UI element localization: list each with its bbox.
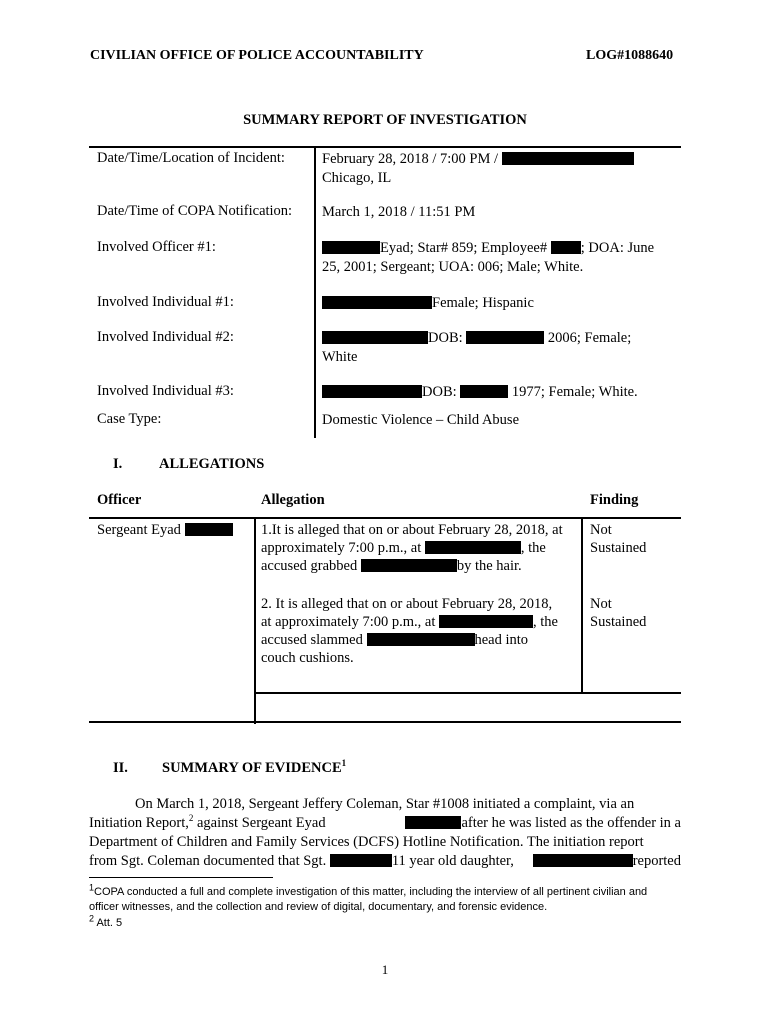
redaction: [502, 152, 634, 165]
paragraph-text: 11 year old daughter,: [391, 853, 514, 869]
col-allegation-header: Allegation: [261, 492, 325, 508]
notification-label: Date/Time of COPA Notification:: [97, 203, 293, 219]
individual-2-value: [322, 329, 652, 367]
header-office: CIVILIAN OFFICE OF POLICE ACCOUNTABILITY: [90, 48, 424, 63]
finding-1: [590, 521, 646, 557]
footnote-ref: 2: [188, 813, 194, 824]
redaction: [322, 385, 422, 398]
case-type-label: Case Type:: [97, 411, 162, 427]
allegation-2-text: 2. It is alleged that on or about February 28, 2018,: [261, 596, 553, 612]
allegations-divider-2: [581, 517, 583, 694]
redaction: [322, 241, 380, 254]
individual-3-text: DOB:: [422, 384, 457, 400]
allegation-2: [261, 595, 579, 667]
footnote-1: [89, 882, 689, 915]
allegation-2-text: couch cushions.: [261, 650, 354, 666]
officer-value: [322, 239, 672, 277]
officer-value-part: ; DOA: June: [580, 240, 655, 256]
allegations-header-rule: [89, 517, 681, 519]
individual-2-text: DOB:: [428, 330, 463, 346]
incident-city: Chicago, IL: [322, 170, 392, 186]
evidence-section-number: II.: [113, 760, 128, 776]
allegation-1: [261, 521, 579, 575]
paragraph-line: [89, 814, 681, 833]
paragraph-line: On March 1, 2018, Sergeant Jeffery Coleman, Star #1008 initiated a complaint, via an: [135, 796, 635, 812]
individual-2-text: 2006; Female;: [547, 330, 632, 346]
footnote-number: 2: [89, 913, 95, 924]
allegations-bottom-rule: [89, 721, 681, 723]
redaction: [367, 633, 475, 646]
report-title: SUMMARY REPORT OF INVESTIGATION: [243, 112, 527, 128]
officer-value-part: 25, 2001; Sergeant; UOA: 006; Male; White.: [322, 259, 584, 275]
footnote-separator: [89, 877, 273, 878]
individual-3-text: 1977; Female; White.: [511, 384, 638, 400]
allegations-section-number: I.: [113, 456, 123, 472]
redaction: [551, 241, 581, 254]
finding-2: [590, 595, 646, 631]
redaction: [405, 816, 461, 829]
redaction: [361, 559, 457, 572]
incident-date: February 28, 2018 / 7:00 PM /: [322, 151, 499, 167]
individual-2-text: White: [322, 349, 358, 365]
redaction: [425, 541, 521, 554]
paragraph-text: Initiation Report,: [89, 815, 189, 831]
officer-cell: [97, 521, 233, 539]
footnote-text: Att. 5: [96, 917, 123, 929]
paragraph-text: reported: [632, 853, 681, 869]
finding-2-text: Sustained: [590, 614, 647, 630]
footnote-text: COPA conducted a full and complete investigation of this matter, including the interview of all pertinent civilian and: [94, 886, 648, 898]
incident-label: Date/Time/Location of Incident:: [97, 150, 285, 166]
header-log-number: LOG#1088640: [586, 48, 674, 63]
individual-2-label: Involved Individual #2:: [97, 329, 234, 345]
redaction: [533, 854, 633, 867]
allegation-2-text: accused slammed: [261, 632, 363, 648]
paragraph-text: against Sergeant Eyad: [193, 815, 326, 831]
redaction: [322, 331, 428, 344]
evidence-paragraph: [89, 795, 681, 871]
individual-1-text: Female; Hispanic: [432, 295, 534, 311]
allegation-1-text: by the hair.: [456, 558, 522, 574]
paragraph-text: after he was listed as the offender in a: [461, 815, 681, 831]
col-officer-header: Officer: [97, 492, 142, 508]
redaction: [466, 331, 544, 344]
officer-name: Sergeant Eyad: [97, 522, 181, 538]
redaction: [330, 854, 392, 867]
notification-value: March 1, 2018 / 11:51 PM: [322, 204, 476, 220]
incident-value: [322, 150, 652, 188]
allegation-1-text: , the: [520, 540, 546, 556]
info-divider: [314, 146, 316, 438]
officer-label: Involved Officer #1:: [97, 239, 216, 255]
redaction: [322, 296, 432, 309]
allegation-2-text: head into: [474, 632, 529, 648]
redaction: [185, 523, 233, 536]
page-number: 1: [381, 962, 389, 977]
individual-3-label: Involved Individual #3:: [97, 383, 234, 399]
paragraph-line: Department of Children and Family Services (DCFS) Hotline Notification. The initiation report: [89, 834, 644, 850]
col-finding-header: Finding: [590, 492, 639, 508]
individual-1-label: Involved Individual #1:: [97, 294, 234, 310]
allegations-row-rule: [254, 692, 681, 694]
finding-1-text: Sustained: [590, 540, 647, 556]
individual-3-value: [322, 383, 652, 402]
finding-1-text: Not: [590, 522, 612, 538]
footnote-text: officer witnesses, and the collection and review of digital, documentary, and forensic evidence.: [89, 901, 548, 913]
info-top-rule: [89, 146, 681, 148]
footnote-ref: 1: [341, 758, 347, 769]
footnote-number: 1: [89, 882, 95, 893]
finding-2-text: Not: [590, 596, 612, 612]
evidence-title-text: SUMMARY OF EVIDENCE: [162, 760, 342, 776]
case-type-value: Domestic Violence – Child Abuse: [322, 412, 520, 428]
paragraph-line: [89, 852, 681, 871]
allegation-1-text: accused grabbed: [261, 558, 358, 574]
footnote-2: [89, 913, 689, 931]
redaction: [460, 385, 508, 398]
allegation-1-text: approximately 7:00 p.m., at: [261, 540, 422, 556]
officer-value-part: Eyad; Star# 859; Employee#: [380, 240, 548, 256]
allegations-section-title: ALLEGATIONS: [159, 456, 265, 472]
individual-1-value: [322, 294, 652, 313]
allegation-2-text: , the: [533, 614, 558, 630]
redaction: [439, 615, 533, 628]
allegation-2-text: at approximately 7:00 p.m., at: [261, 614, 436, 630]
evidence-section-title: [162, 760, 346, 777]
allegation-1-text: 1.It is alleged that on or about February 28, 2018, at: [261, 522, 563, 538]
paragraph-text: from Sgt. Coleman documented that Sgt.: [89, 853, 327, 869]
